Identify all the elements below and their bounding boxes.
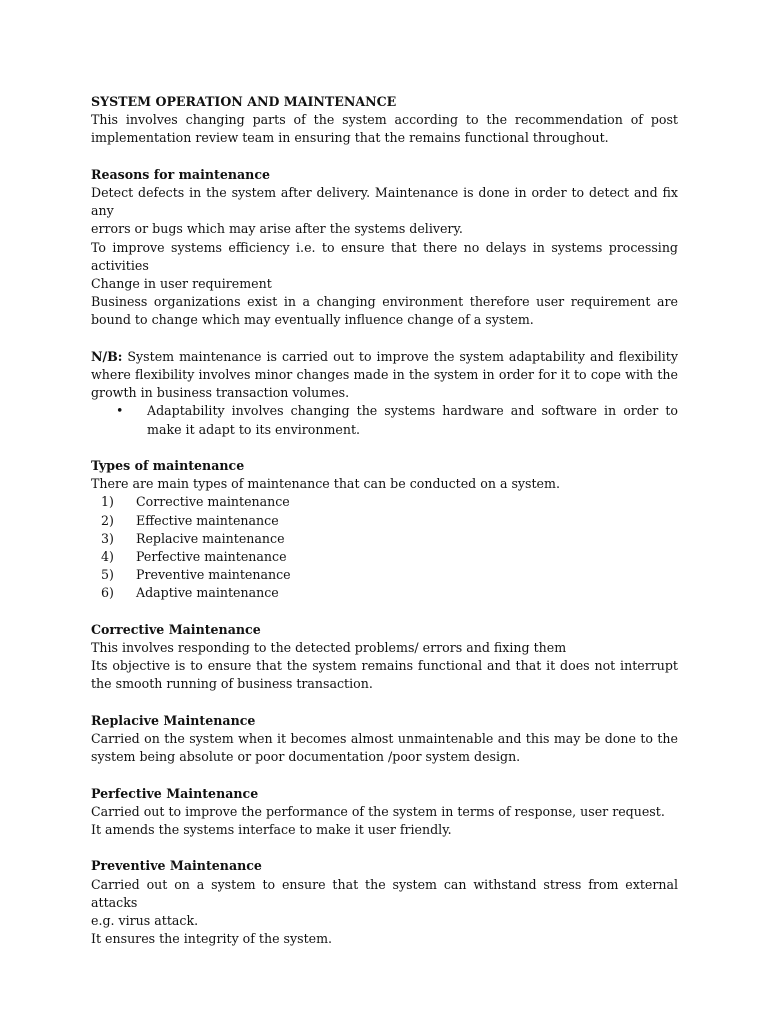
section-heading-reasons: Reasons for maintenance	[91, 166, 271, 182]
replacive-line: Carried on the system when it becomes almost unmaintenable and this may be done to the	[91, 731, 678, 747]
list-label: Adaptive maintenance	[136, 585, 279, 601]
intro-line: implementation review team in ensuring that the remains functional throughout.	[91, 130, 609, 146]
note-text: System maintenance is carried out to improve the system adaptability and flexibility	[122, 348, 678, 364]
list-number: 5)	[101, 567, 114, 583]
intro-line: This involves changing parts of the system according to the recommendation of post	[91, 112, 678, 128]
reasons-line: Change in user requirement	[91, 276, 272, 292]
spacer	[91, 766, 678, 784]
list-number: 2)	[101, 512, 114, 528]
bullet-text: make it adapt to its environment.	[147, 421, 361, 437]
types-intro: There are main types of maintenance that can be conducted on a system.	[91, 476, 560, 492]
spacer	[91, 603, 678, 621]
bullet-icon: •	[116, 403, 124, 419]
spacer	[91, 839, 678, 857]
list-number: 3)	[101, 530, 114, 546]
note-line	[91, 348, 678, 366]
list-label: Replacive maintenance	[136, 530, 285, 546]
reasons-line: To improve systems efficiency i.e. to ensure that there no delays in systems processing	[91, 239, 678, 255]
reasons-line: activities	[91, 257, 149, 273]
section-heading-types: Types of maintenance	[91, 458, 245, 474]
corrective-line: the smooth running of business transaction.	[91, 676, 373, 692]
spacer	[91, 694, 678, 712]
section-heading-replacive: Replacive Maintenance	[91, 712, 256, 728]
section-heading-perfective: Perfective Maintenance	[91, 785, 259, 801]
list-item	[91, 566, 678, 584]
list-label: Preventive maintenance	[136, 567, 291, 583]
spacer	[91, 439, 678, 457]
replacive-line: system being absolute or poor documentation /poor system design.	[91, 749, 521, 765]
section-heading-corrective: Corrective Maintenance	[91, 621, 261, 637]
list-label: Corrective maintenance	[136, 494, 290, 510]
note-line: where flexibility involves minor changes made in the system in order for it to cope with the	[91, 367, 678, 383]
list-number: 4)	[101, 549, 114, 565]
list-number: 6)	[101, 585, 114, 601]
preventive-line: It ensures the integrity of the system.	[91, 931, 333, 947]
preventive-line: Carried out on a system to ensure that the system can withstand stress from external attacks	[91, 876, 678, 910]
corrective-line: Its objective is to ensure that the system remains functional and that it does not interrupt	[91, 658, 678, 674]
spacer	[91, 148, 678, 166]
section-heading-preventive: Preventive Maintenance	[91, 858, 262, 874]
reasons-line: errors or bugs which may arise after the systems delivery.	[91, 221, 463, 237]
list-item	[91, 548, 678, 566]
bullet-item-continued	[91, 421, 678, 439]
preventive-line: e.g. virus attack.	[91, 913, 199, 929]
reasons-line: Business organizations exist in a changing environment therefore user requirement are	[91, 294, 678, 310]
list-number: 1)	[101, 494, 114, 510]
corrective-line: This involves responding to the detected problems/ errors and fixing them	[91, 640, 567, 656]
document-title: SYSTEM OPERATION AND MAINTENANCE	[91, 94, 397, 109]
perfective-line: Carried out to improve the performance of the system in terms of response, user request.	[91, 803, 665, 819]
bullet-item	[91, 402, 678, 420]
perfective-line: It amends the systems interface to make it user friendly.	[91, 822, 452, 838]
note-line: growth in business transaction volumes.	[91, 385, 350, 401]
reasons-line: Detect defects in the system after delivery. Maintenance is done in order to detect and fix any	[91, 185, 678, 219]
list-item	[91, 493, 678, 511]
spacer	[91, 330, 678, 348]
list-label: Perfective maintenance	[136, 549, 287, 565]
list-item	[91, 584, 678, 602]
list-label: Effective maintenance	[136, 512, 279, 528]
note-label: N/B:	[91, 348, 123, 364]
bullet-text: Adaptability involves changing the systems hardware and software in order to	[147, 403, 678, 419]
list-item	[91, 512, 678, 530]
list-item	[91, 530, 678, 548]
reasons-line: bound to change which may eventually influence change of a system.	[91, 312, 534, 328]
